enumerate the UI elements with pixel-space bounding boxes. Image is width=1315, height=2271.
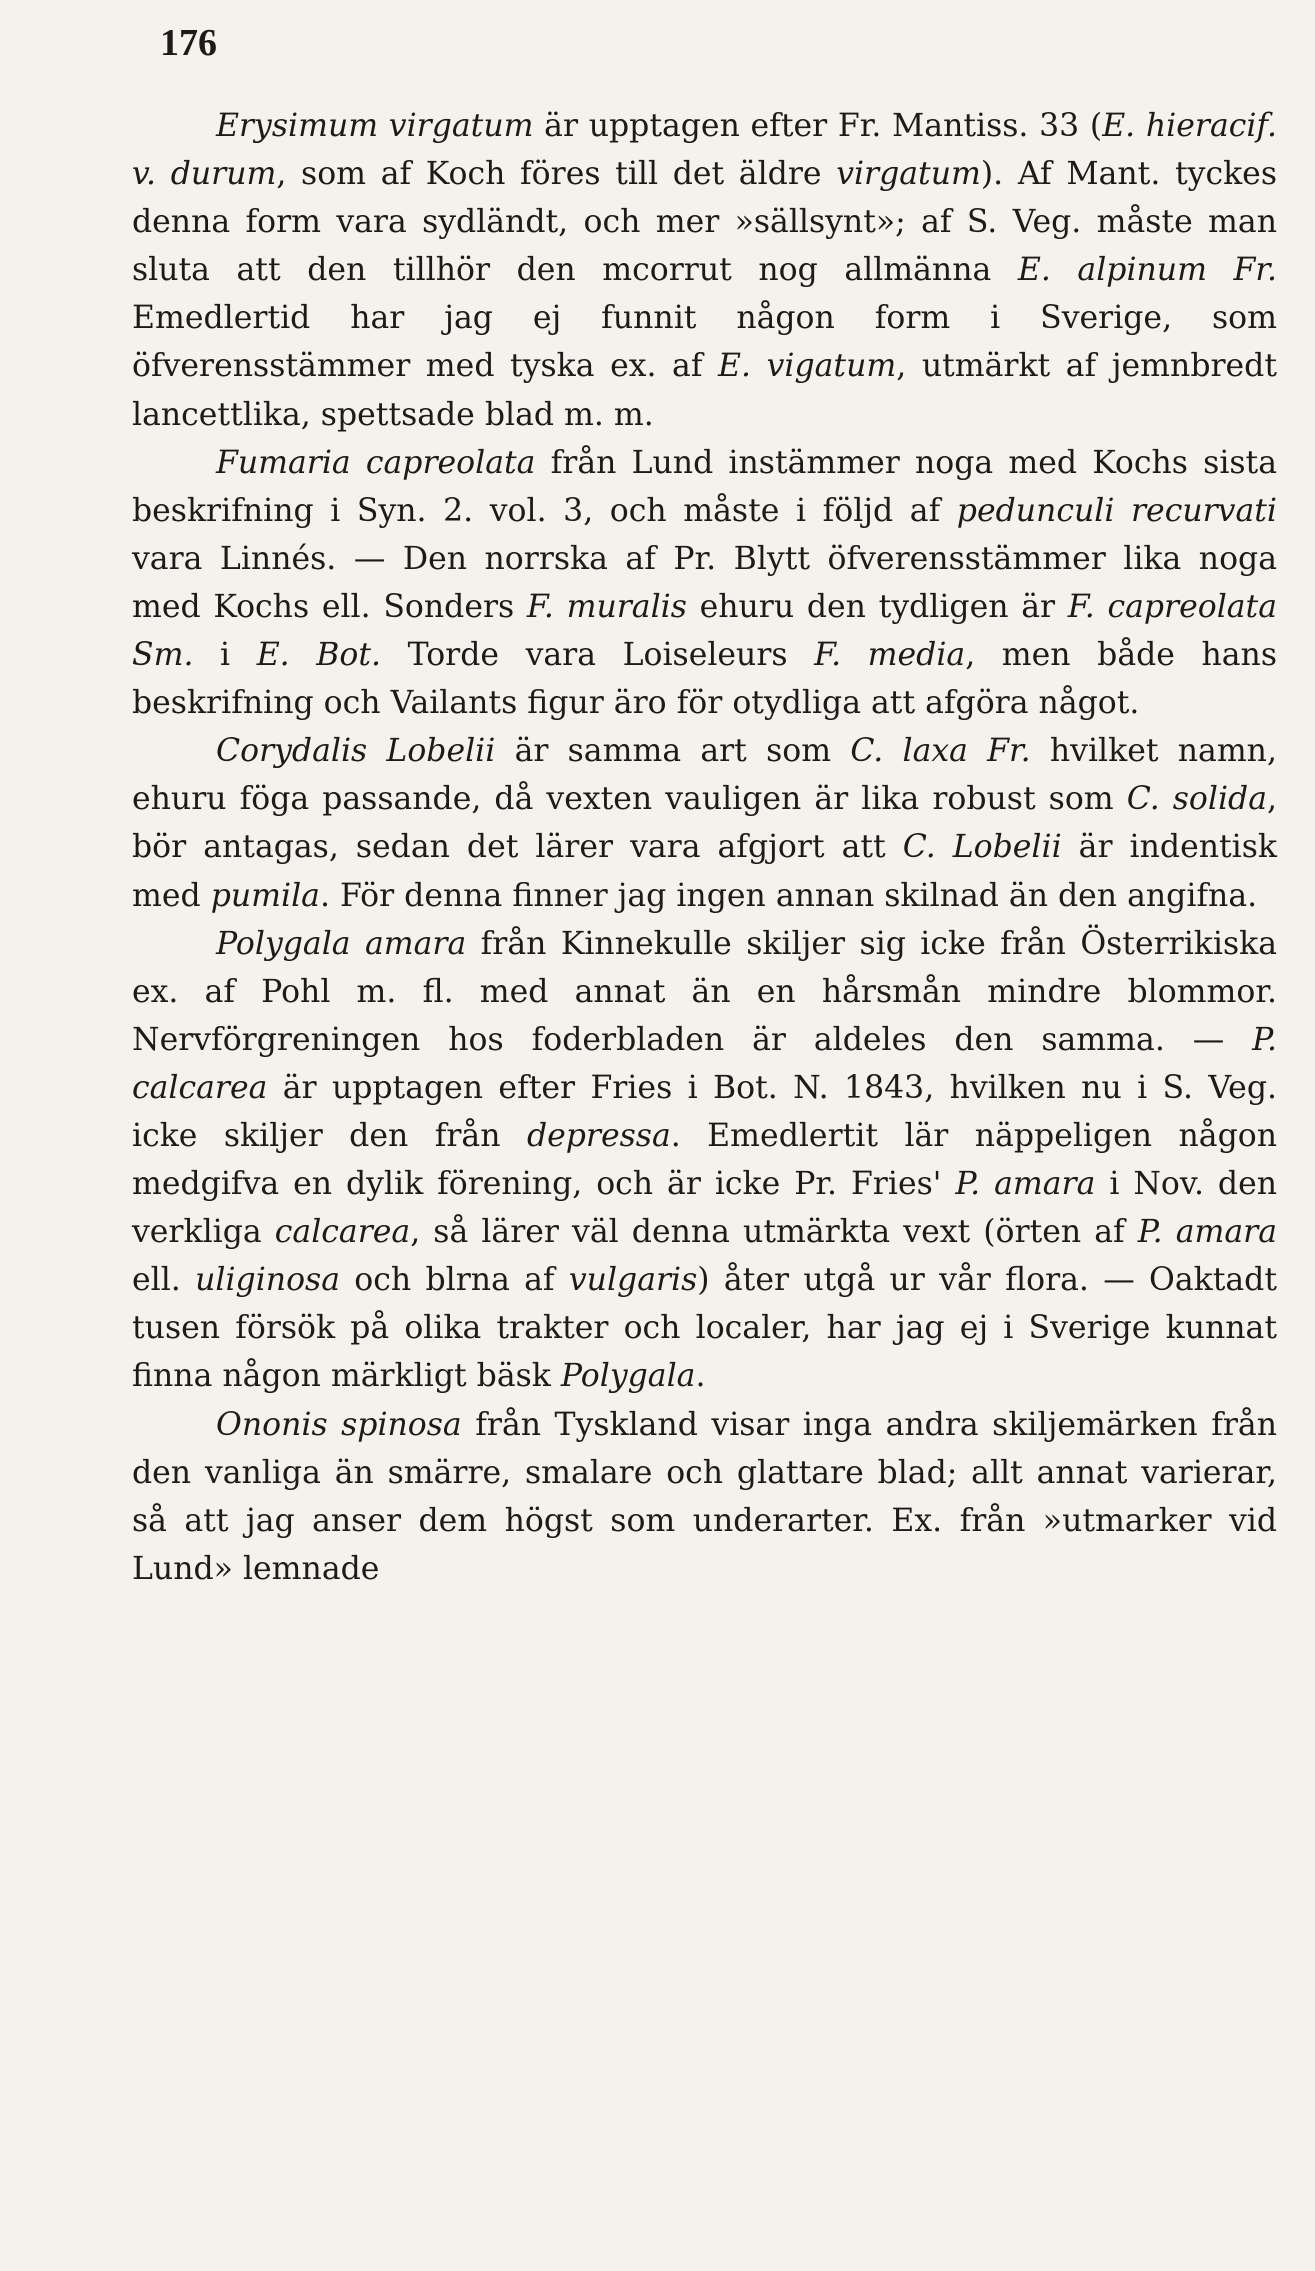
paragraph-erysimum [132,102,1277,439]
text-run: ) åter utgå ur vår flora. — Oaktadt tusen försök på olika trakter och localer, har jag ej i Sverige kunnat finna någon märkligt bäsk [132,1262,1277,1395]
text-run: Emedlertid har jag ej funnit någon form i Sverige, som öfverensstämmer med tyska ex. af [132,300,1277,385]
italic-run: F. capreolata Sm. [132,588,1277,674]
text-run: . För denna finner jag ingen annan skilnad än den angifna. [319,877,1258,914]
text-run: Torde vara Loiseleurs [381,637,815,674]
text-run: och blrna af [339,1262,569,1299]
text-run: ehuru den tydligen är [686,588,1068,625]
italic-run: P. amara [1137,1214,1277,1251]
text-run: från Kinnekulle skiljer sig icke från Österrikiska ex. af Pohl m. fl. med annat än en hårsmån mindre blommor. Nervförgreningen hos foderbladen är aldeles den samma. — [132,925,1277,1058]
italic-run: Polygala [560,1358,696,1395]
italic-run: C. Lobelii [902,829,1062,866]
italic-run: Erysimum virgatum [216,108,534,144]
text-run: vara Linnés. — Den norrska af Pr. Blytt öfverensstämmer lika noga med Kochs ell. Sonders [132,540,1277,625]
italic-run: E. hieracif. v. durum [132,108,1277,193]
text-run: är upptagen efter Fries i Bot. N. 1843, hvilken nu i S. Veg. icke skiljer den från [132,1069,1277,1154]
text-run: , utmärkt af jemnbredt lancettlika, spettsade blad m. m. [132,348,1278,433]
text-run: . Emedlertit lär näppeligen någon medgifva en dylik förening, och är icke Pr. Fries' [132,1117,1278,1203]
text-run: , bör antagas, sedan det lärer vara afgjort att [132,781,1277,866]
paragraph-polygala [132,920,1277,1401]
italic-run: Polygala amara [216,925,467,962]
italic-run: calcarea [274,1214,411,1251]
text-run: . [695,1358,706,1395]
italic-run: E. vigatum [718,348,897,385]
italic-run: virgatum [836,156,981,193]
text-run: är upptagen efter Fr. Mantiss. 33 ( [533,108,1103,144]
page-number: 176 [160,22,217,64]
text-run: hvilket namn, ehuru föga passande, då vexten vauligen är lika robust som [132,733,1277,818]
italic-run: P. calcarea [132,1021,1277,1106]
text-run: , som af Koch föres till det äldre [276,156,837,193]
paragraph-corydalis [132,727,1277,919]
text-run: i [193,637,257,674]
italic-run: E. alpinum Fr. [1017,252,1277,289]
italic-run: depressa [526,1117,671,1154]
italic-run: C. laxa Fr. [850,733,1031,770]
text-run: ). Af Mant. tyckes denna form vara sydländt, och mer »sällsynt»; af S. Veg. måste man sluta att den tillhör den mcorrut nog allmänna [132,156,1277,289]
italic-run: Ononis spinosa [216,1406,462,1443]
text-run: i Nov. den verkliga [132,1166,1278,1251]
italic-run: F. media [814,637,966,674]
paragraph-fumaria [132,439,1277,728]
italic-run: Fumaria capreolata [216,444,536,481]
italic-run: vulgaris [568,1262,698,1299]
text-run: från Lund instämmer noga med Kochs sista beskrifning i Syn. 2. vol. 3, och måste i följd af [132,444,1277,529]
italic-run: E. Bot. [256,637,382,674]
italic-run: Corydalis Lobelii [216,733,496,770]
text-run: , men både hans beskrifning och Vailants figur äro för otydliga att afgöra något. [132,637,1277,722]
italic-run: uliginosa [195,1262,340,1299]
text-run: är indentisk med [132,829,1277,914]
italic-run: pumila [210,877,320,914]
text-run: , så lärer väl denna utmärkta vext (örten af [410,1214,1138,1251]
italic-run: F. muralis [526,588,687,625]
text-run: är samma art som [495,733,851,770]
italic-run: pedunculi recurvati [956,492,1277,529]
text-run: från Tyskland visar inga andra skiljemärken från den vanliga än smärre, smalare och glattare blad; allt annat varierar, så att jag anser dem högst som underarter. Ex. från »utmarker vid Lund» lemnade [132,1406,1277,1587]
text-run: ell. [132,1262,196,1299]
italic-run: P. amara [955,1166,1096,1203]
italic-run: C. solida [1126,781,1267,818]
paragraph-ononis [132,1401,1277,1593]
